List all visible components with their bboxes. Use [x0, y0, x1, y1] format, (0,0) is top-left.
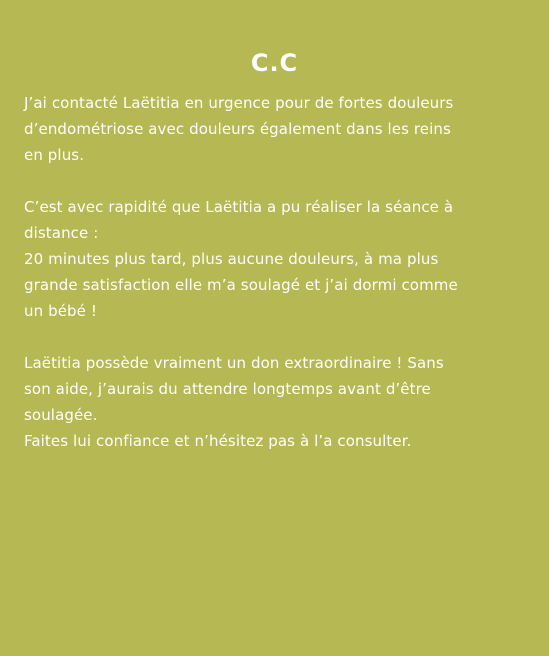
testimonial-paragraph-1: [24, 90, 525, 168]
text-line: soulagée.: [24, 406, 98, 424]
text-line: distance :: [24, 224, 99, 242]
testimonial-paragraph-3: [24, 350, 525, 454]
text-line: Faites lui confiance et n’hésitez pas à l’a consulter.: [24, 432, 412, 450]
text-line: grande satisfaction elle m’a soulagé et j’ai dormi comme: [24, 276, 458, 294]
text-line: J’ai contacté Laëtitia en urgence pour de fortes douleurs: [24, 94, 454, 112]
text-line: en plus.: [24, 146, 85, 164]
testimonial-paragraph-2: [24, 194, 525, 324]
text-line: d’endométriose avec douleurs également dans les reins: [24, 120, 451, 138]
text-line: C’est avec rapidité que Laëtitia a pu réaliser la séance à: [24, 198, 454, 216]
text-line: Laëtitia possède vraiment un don extraordinaire ! Sans: [24, 354, 444, 372]
text-line: son aide, j’aurais du attendre longtemps avant d’être: [24, 380, 431, 398]
testimonial-body: [24, 90, 525, 454]
testimonial-author-title: C.C: [250, 49, 299, 77]
text-line: 20 minutes plus tard, plus aucune douleurs, à ma plus: [24, 250, 439, 268]
text-line: un bébé !: [24, 302, 97, 320]
